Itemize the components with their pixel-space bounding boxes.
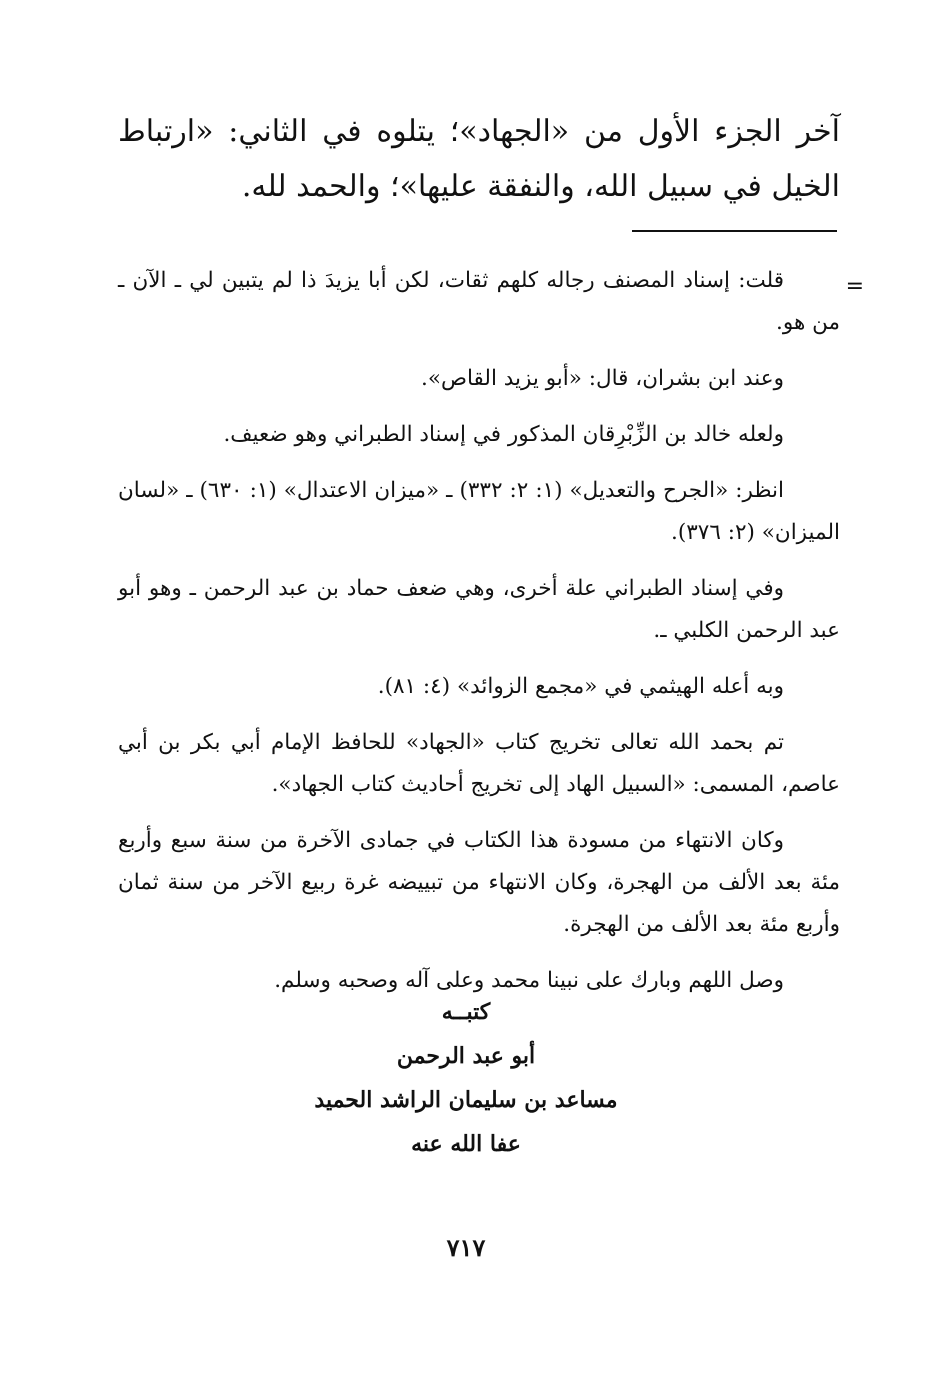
- author-signature: [0, 990, 932, 1166]
- footnote-paragraph: وكان الانتهاء من مسودة هذا الكتاب في جمادى الآخرة من سنة سبع وأربع مئة بعد الألف من الهجرة، وكان الانتهاء من تبييضه غرة ربيع الآخر من سنة ثمان وأربع مئة بعد الألف من الهجرة.: [118, 828, 840, 937]
- signature-full-name: مساعد بن سليمان الراشد الحميد: [314, 1087, 618, 1113]
- footnote-paragraph: وبه أعله الهيثمي في «مجمع الزوائد» (٤: ٨١).: [377, 674, 784, 699]
- signature-kunya: أبو عبد الرحمن: [396, 1043, 536, 1069]
- footnote-separator-line: [632, 230, 837, 232]
- footnote-paragraph: وعند ابن بشران، قال: «أبو يزيد القاص».: [420, 366, 784, 391]
- signature-supplication: عفا الله عنه: [411, 1131, 521, 1157]
- footnote-continuation-marker: =: [845, 274, 864, 299]
- footnote-paragraph: وفي إسناد الطبراني علة أخرى، وهي ضعف حماد بن عبد الرحمن ـ وهو أبو عبد الرحمن الكلبي ـ.: [118, 576, 840, 643]
- footnote-paragraph: تم بحمد الله تعالى تخريج كتاب «الجهاد» للحافظ الإمام أبي بكر بن أبي عاصم، المسمى: «السبيل الهاد إلى تخريج أحاديث كتاب الجهاد».: [118, 730, 840, 797]
- main-text-paragraph: آخر الجزء الأول من «الجهاد»؛ يتلوه في الثاني: «ارتباط الخيل في سبيل الله، والنفقة عليها»؛ والحمد لله.: [118, 114, 840, 204]
- footnote-paragraph: وصل اللهم وبارك على نبينا محمد وعلى آله وصحبه وسلم.: [274, 968, 784, 993]
- signature-written-by: كتبــه: [441, 999, 491, 1025]
- footnote-paragraph: قلت: إسناد المصنف رجاله كلهم ثقات، لكن أبا يزيدَ ذا لم يتبين لي ـ الآن ـ من هو.: [118, 268, 840, 335]
- page-number: ٧١٧: [446, 1233, 486, 1262]
- footnotes-block: [118, 260, 864, 1016]
- footnote-paragraph: انظر: «الجرح والتعديل» (١: ٢: ٣٣٢) ـ «ميزان الاعتدال» (١: ٦٣٠) ـ «لسان الميزان» (٢: ٣٧٦).: [118, 478, 840, 545]
- footnote-paragraph: ولعله خالد بن الزِّبْرِقان المذكور في إسناد الطبراني وهو ضعيف.: [223, 422, 784, 447]
